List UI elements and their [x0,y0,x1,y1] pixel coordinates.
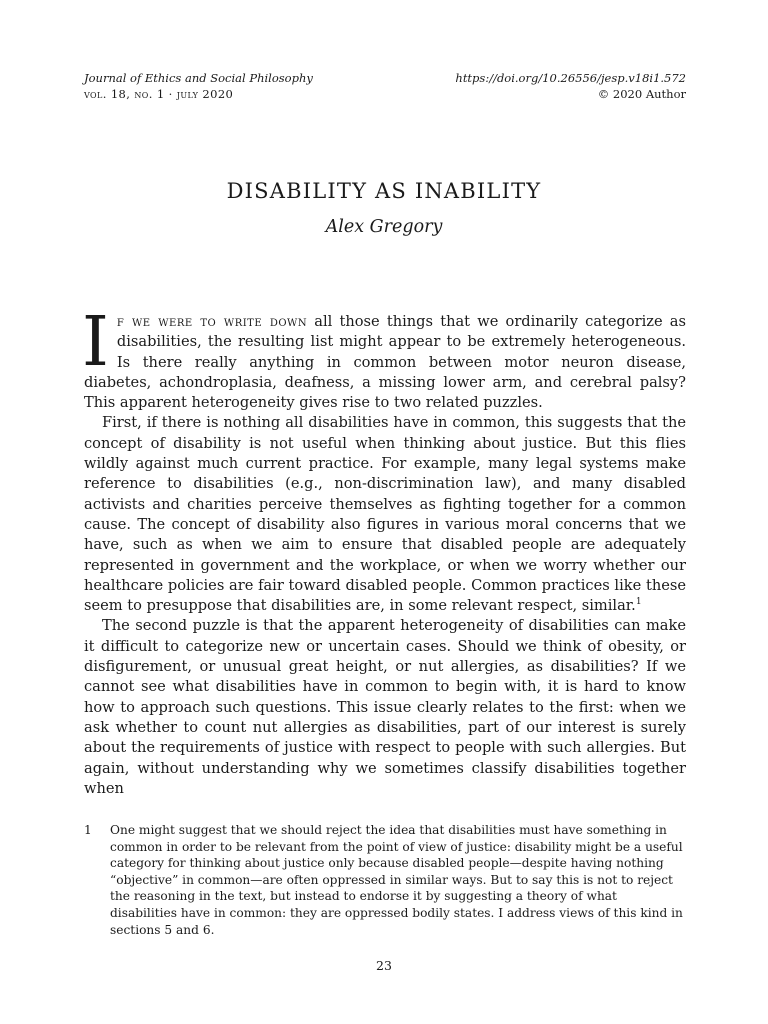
page-number: 23 [376,958,392,973]
volume-info: vol. 18, no. 1 · july 2020 [84,87,234,101]
paragraph-1 [82,303,686,413]
footnote [84,822,686,938]
article-body [82,303,686,799]
paragraph-1-text: all those things that we ordinarily categorize as disabilities, the resulting list might appear to be extremely heterogeneous. Is there really anything in common between motor neuron disease, diabetes, achondroplasia, deafness, a missing lower arm, and cerebral palsy? This apparent heterogeneity gives rise to two related puzzles. [84,313,686,412]
journal-name: Journal of Ethics and Social Philosophy [84,71,313,85]
article-title: DISABILITY AS INABILITY [226,179,542,204]
footnote-ref[interactable]: 1 [635,597,642,608]
paragraph-2-text: First, if there is nothing all disabilities have in common, this suggests that the concept of disability is not useful when thinking about justice. But this flies wildly against much current practice. For example, many legal systems make reference to disabilities (e.g., non-discrimination law), and many disabled activists and charities perceive themselves as fighting together for a common cause. The concept of disability also figures in various moral concerns that we have, such as when we aim to ensure that disabled people are adequately represented in government and the workplace, or when we worry whether our healthcare policies are fair toward disabled people. Common practices like these seem to presuppose that disabilities are, in some relevant respect, similar. [84,414,686,615]
drop-cap: I [82,303,109,382]
paragraph-2 [84,413,686,616]
lead-in-smallcaps: f we were to write down [116,313,308,330]
footnote-number: 1 [84,823,92,837]
paragraph-3 [84,616,686,799]
article-author: Alex Gregory [325,217,443,237]
paragraph-3-text: The second puzzle is that the apparent heterogeneity of disabilities can make it difficult to categorize new or uncertain cases. Should we think of obesity, or disfigurement, or unusual great height, or nut allergies, as disabilities? If we cannot see what disabilities have in common to begin with, it is hard to know how to approach such questions. This issue clearly relates to the first: when we ask whether to count nut allergies as disabilities, part of our interest is surely about the requirements of justice with respect to people with such allergies. But again, without understanding why we sometimes classify disabilities together when [84,617,686,797]
copyright: © 2020 Author [597,87,686,101]
running-header [84,70,686,102]
doi-link[interactable]: https://doi.org/10.26556/jesp.v18i1.572 [455,71,686,85]
footnote-text: One might suggest that we should reject the idea that disabilities must have something in common in order to be relevant from the point of view of justice: disability might be a useful category for thinking about justice only because disabled people—despite having nothing “objective” in common—are often oppressed in similar ways. But to say this is not to reject the reasoning in the text, but instead to endorse it by suggesting a theory of what disabilities have in common: they are oppressed bodily states. I address views of this kind in sections 5 and 6. [110,823,683,937]
